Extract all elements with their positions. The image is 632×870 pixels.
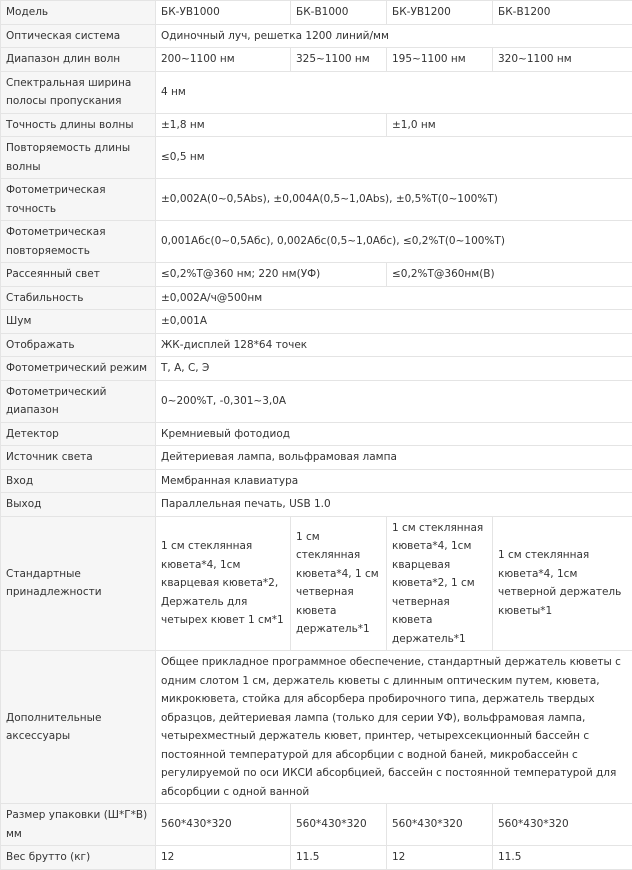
- value-cell: 195~1100 нм: [387, 48, 493, 72]
- value-cell: 4 нм: [156, 71, 632, 113]
- row-label: Стандартные принадлежности: [1, 516, 156, 651]
- table-row-gross-weight: [1, 846, 632, 870]
- table-row-output: [1, 493, 632, 517]
- row-label: Рассеянный свет: [1, 263, 156, 287]
- value-cell: 325~1100 нм: [291, 48, 387, 72]
- row-label: Источник света: [1, 446, 156, 470]
- value-cell: 11.5: [291, 846, 387, 870]
- value-cell: ≤0,2%T@360нм(В): [387, 263, 632, 287]
- table-row-optical-system: [1, 24, 632, 48]
- value-cell: ±0,001A: [156, 310, 632, 334]
- value-cell: 560*430*320: [387, 804, 493, 846]
- value-cell: Параллельная печать, USB 1.0: [156, 493, 632, 517]
- value-cell: 560*430*320: [493, 804, 632, 846]
- value-cell: Дейтериевая лампа, вольфрамовая лампа: [156, 446, 632, 470]
- value-cell: ±1,8 нм: [156, 113, 387, 137]
- row-label: Отображать: [1, 333, 156, 357]
- model-cell: БК-В1200: [493, 1, 632, 25]
- value-cell: ±0,002A(0~0,5Abs), ±0,004A(0,5~1,0Abs), ±0,5%T(0~100%T): [156, 179, 632, 221]
- row-label: Точность длины волны: [1, 113, 156, 137]
- row-label: Диапазон длин волн: [1, 48, 156, 72]
- table-row-input: [1, 469, 632, 493]
- table-row-optional-accessories: [1, 651, 632, 804]
- value-cell: ≤0,2%T@360 нм; 220 нм(УФ): [156, 263, 387, 287]
- table-row-display: [1, 333, 632, 357]
- table-row-stray-light: [1, 263, 632, 287]
- table-row-photometric-repeatability: [1, 221, 632, 263]
- row-label: Детектор: [1, 422, 156, 446]
- row-label: Дополнительные аксессуары: [1, 651, 156, 804]
- row-label: Выход: [1, 493, 156, 517]
- row-label: Размер упаковки (Ш*Г*В) мм: [1, 804, 156, 846]
- value-cell: ±0,002A/ч@500нм: [156, 286, 632, 310]
- value-cell: ЖК-дисплей 128*64 точек: [156, 333, 632, 357]
- value-cell: ≤0,5 нм: [156, 137, 632, 179]
- row-label: Фотометрическая точность: [1, 179, 156, 221]
- table-row-photometric-accuracy: [1, 179, 632, 221]
- table-row-noise: [1, 310, 632, 334]
- value-cell: Общее прикладное программное обеспечение, стандартный держатель кюветы с одним слотом 1 см, держатель кюветы с длинным оптическим путем, кювета, микрокювета, стойка для абсорбера пробирочного типа, держатель твердых образцов, дейтериевая лампа (только для серии УФ), вольфрамовая лампа, четырехместный держатель кювет, принтер, четырехсекционный бассейн с постоянной температурой для абсорбции с водной баней, микробассейн с регулируемой по оси ИКСИ абсорбцией, бассейн с постоянной температурой для абсорбции с одной ванной: [156, 651, 632, 804]
- value-cell: 0,001Aбс(0~0,5Aбс), 0,002Aбс(0,5~1,0Aбс), ≤0,2%T(0~100%T): [156, 221, 632, 263]
- row-label: Вход: [1, 469, 156, 493]
- value-cell: 1 см стеклянная кювета*4, 1см четверной держатель кюветы*1: [493, 516, 632, 651]
- value-cell: Кремниевый фотодиод: [156, 422, 632, 446]
- row-label: Вес брутто (кг): [1, 846, 156, 870]
- value-cell: 560*430*320: [291, 804, 387, 846]
- table-row-package-size: [1, 804, 632, 846]
- value-cell: 200~1100 нм: [156, 48, 291, 72]
- row-label: Спектральная ширина полосы пропускания: [1, 71, 156, 113]
- row-label: Фотометрический режим: [1, 357, 156, 381]
- value-cell: 12: [387, 846, 493, 870]
- value-cell: 12: [156, 846, 291, 870]
- table-row-bandwidth: [1, 71, 632, 113]
- model-cell: БК-УВ1000: [156, 1, 291, 25]
- value-cell: 11.5: [493, 846, 632, 870]
- model-cell: БК-УВ1200: [387, 1, 493, 25]
- table-row-standard-accessories: [1, 516, 632, 651]
- value-cell: 0~200%T, -0,301~3,0A: [156, 380, 632, 422]
- value-cell: Мембранная клавиатура: [156, 469, 632, 493]
- value-cell: T, A, C, Э: [156, 357, 632, 381]
- value-cell: 1 см стеклянная кювета*4, 1см кварцевая кювета*2, 1 см четверная кювета держатель*1: [387, 516, 493, 651]
- row-label: Повторяемость длины волны: [1, 137, 156, 179]
- row-label: Шум: [1, 310, 156, 334]
- table-row-detector: [1, 422, 632, 446]
- model-cell: БК-В1000: [291, 1, 387, 25]
- row-label: Фотометрический диапазон: [1, 380, 156, 422]
- row-label: Модель: [1, 1, 156, 25]
- value-cell: 1 см стеклянная кювета*4, 1 см четверная кювета держатель*1: [291, 516, 387, 651]
- value-cell: ±1,0 нм: [387, 113, 632, 137]
- table-row-wavelength-accuracy: [1, 113, 632, 137]
- table-row-stability: [1, 286, 632, 310]
- table-row-photometric-range: [1, 380, 632, 422]
- value-cell: 560*430*320: [156, 804, 291, 846]
- table-row-model: [1, 1, 632, 25]
- row-label: Фотометрическая повторяемость: [1, 221, 156, 263]
- row-label: Оптическая система: [1, 24, 156, 48]
- table-row-wavelength-repeatability: [1, 137, 632, 179]
- value-cell: 320~1100 нм: [493, 48, 632, 72]
- value-cell: Одиночный луч, решетка 1200 линий/мм: [156, 24, 632, 48]
- table-row-light-source: [1, 446, 632, 470]
- row-label: Стабильность: [1, 286, 156, 310]
- table-row-photometric-mode: [1, 357, 632, 381]
- value-cell: 1 см стеклянная кювета*4, 1см кварцевая кювета*2, Держатель для четырех кювет 1 см*1: [156, 516, 291, 651]
- table-row-wavelength-range: [1, 48, 632, 72]
